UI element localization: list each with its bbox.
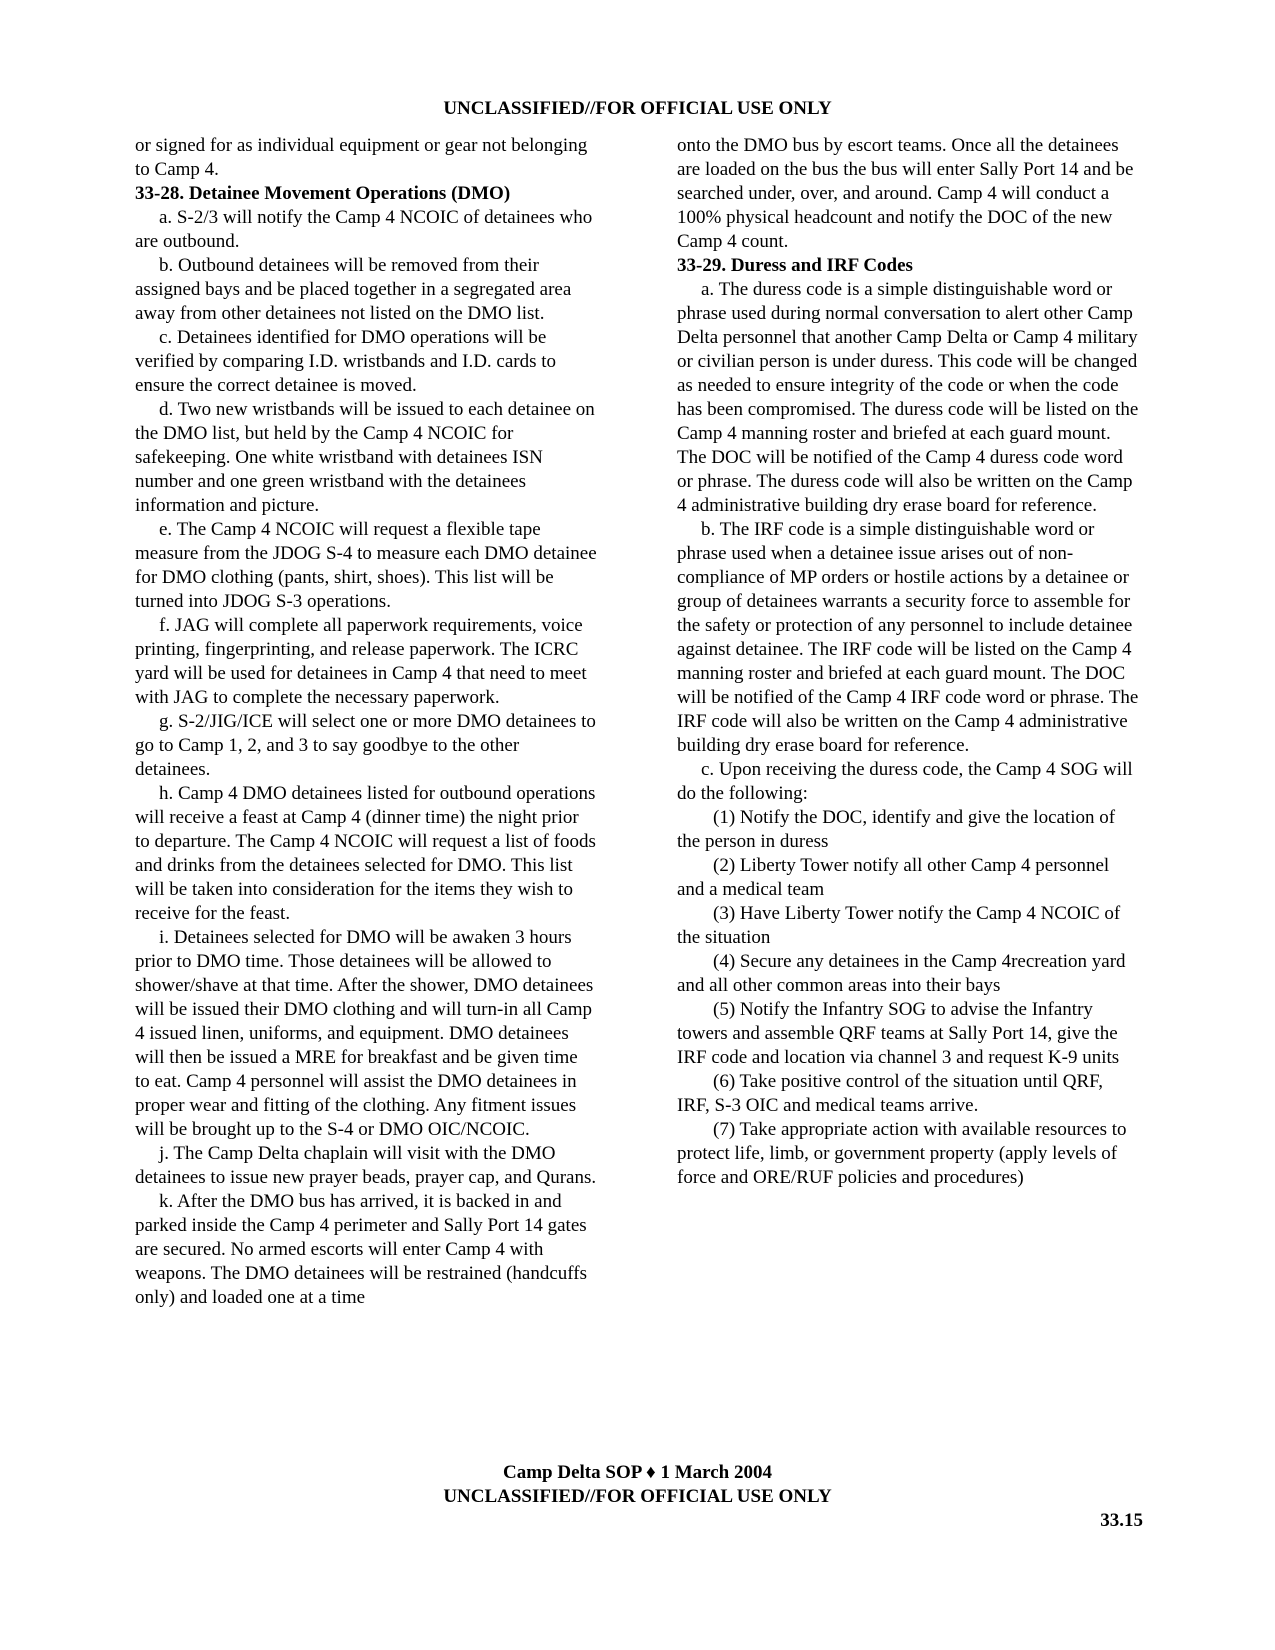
list-item-2: (2) Liberty Tower notify all other Camp 4 personnel and a medical team xyxy=(677,855,1110,900)
paragraph-e: e. The Camp 4 NCOIC will request a flexible tape measure from the JDOG S-4 to measure each DMO detainee for DMO clothing (pants, shirt, shoes). This list will be turned into JDOG S-3 operations. xyxy=(135,519,597,612)
header-classification: UNCLASSIFIED//FOR OFFICIAL USE ONLY xyxy=(443,98,832,119)
footer-classification: UNCLASSIFIED//FOR OFFICIAL USE ONLY xyxy=(443,1486,832,1507)
section-heading-33-29: 33-29. Duress and IRF Codes xyxy=(677,255,913,276)
list-item-1: (1) Notify the DOC, identify and give the location of the person in duress xyxy=(677,807,1116,852)
paragraph-a: a. The duress code is a simple distinguishable word or phrase used during normal conversation to alert other Camp Delta personnel that another Camp Delta or Camp 4 military or civilian person is under duress. This code will be changed as needed to ensure integrity of the code or when the code has been compromised. The duress code will be listed on the Camp 4 manning roster and briefed at each guard mount. The DOC will be notified of the Camp 4 duress code word or phrase. The duress code will also be written on the Camp 4 administrative building dry erase board for reference. xyxy=(677,279,1139,516)
paragraph-b: b. The IRF code is a simple distinguishable word or phrase used when a detainee issue arises out of non-compliance of MP orders or hostile actions by a detainee or group of detainees warrants a security force to assemble for the safety or protection of any personnel to include detainee against detainee. The IRF code will be listed on the Camp 4 manning roster and briefed at each guard mount. The DOC will be notified of the Camp 4 IRF code word or phrase. The IRF code will also be written on the Camp 4 administrative building dry erase board for reference. xyxy=(677,519,1139,756)
footer xyxy=(0,1461,1275,1509)
list-item-3: (3) Have Liberty Tower notify the Camp 4 NCOIC of the situation xyxy=(677,903,1121,948)
paragraph-a: a. S-2/3 will notify the Camp 4 NCOIC of detainees who are outbound. xyxy=(135,207,593,252)
paragraph-g: g. S-2/JIG/ICE will select one or more DMO detainees to go to Camp 1, 2, and 3 to say goodbye to the other detainees. xyxy=(135,711,596,780)
paragraph-j: j. The Camp Delta chaplain will visit with the DMO detainees to issue new prayer beads, prayer cap, and Qurans. xyxy=(135,1143,597,1188)
paragraph-f: f. JAG will complete all paperwork requirements, voice printing, fingerprinting, and release paperwork. The ICRC yard will be used for detainees in Camp 4 that need to meet with JAG to complete the necessary paperwork. xyxy=(135,615,587,708)
footer-document-title: Camp Delta SOP ♦ 1 March 2004 xyxy=(503,1462,772,1483)
list-item-6: (6) Take positive control of the situation until QRF, IRF, S-3 OIC and medical teams arrive. xyxy=(677,1071,1103,1116)
section-heading-33-28: 33-28. Detainee Movement Operations (DMO) xyxy=(135,183,511,204)
paragraph-k: k. After the DMO bus has arrived, it is backed in and parked inside the Camp 4 perimeter and Sally Port 14 gates are secured. No armed escorts will enter Camp 4 with weapons. The DMO detainees will be restrained (handcuffs only) and loaded one at a time xyxy=(135,1191,587,1308)
continued-paragraph: or signed for as individual equipment or gear not belonging to Camp 4. xyxy=(135,135,588,180)
left-column xyxy=(135,134,597,1310)
paragraph-c: c. Upon receiving the duress code, the Camp 4 SOG will do the following: xyxy=(677,759,1133,804)
paragraph-i: i. Detainees selected for DMO will be awaken 3 hours prior to DMO time. Those detainees will be allowed to shower/shave at that time. After the shower, DMO detainees will be issued their DMO clothing and will turn-in all Camp 4 issued linen, uniforms, and equipment. DMO detainees will then be issued a MRE for breakfast and be given time to eat. Camp 4 personnel will assist the DMO detainees in proper wear and fitting of the clothing. Any fitment issues will be brought up to the S-4 or DMO OIC/NCOIC. xyxy=(135,927,594,1140)
continued-paragraph: onto the DMO bus by escort teams. Once all the detainees are loaded on the bus the bus will enter Sally Port 14 and be searched under, over, and around. Camp 4 will conduct a 100% physical headcount and notify the DOC of the new Camp 4 count. xyxy=(677,135,1134,252)
paragraph-d: d. Two new wristbands will be issued to each detainee on the DMO list, but held by the Camp 4 NCOIC for safekeeping. One white wristband with detainees ISN number and one green wristband with the detainees information and picture. xyxy=(135,399,595,516)
paragraph-c: c. Detainees identified for DMO operations will be verified by comparing I.D. wristbands and I.D. cards to ensure the correct detainee is moved. xyxy=(135,327,557,396)
list-item-7: (7) Take appropriate action with available resources to protect life, limb, or government property (apply levels of force and ORE/RUF policies and procedures) xyxy=(677,1119,1127,1188)
right-column xyxy=(677,134,1139,1190)
list-item-4: (4) Secure any detainees in the Camp 4recreation yard and all other common areas into their bays xyxy=(677,951,1126,996)
paragraph-h: h. Camp 4 DMO detainees listed for outbound operations will receive a feast at Camp 4 (dinner time) the night prior to departure. The Camp 4 NCOIC will request a list of foods and drinks from the detainees selected for DMO. This list will be taken into consideration for the items they wish to receive for the feast. xyxy=(135,783,596,924)
paragraph-b: b. Outbound detainees will be removed from their assigned bays and be placed together in a segregated area away from other detainees not listed on the DMO list. xyxy=(135,255,572,324)
list-item-5: (5) Notify the Infantry SOG to advise the Infantry towers and assemble QRF teams at Sally Port 14, give the IRF code and location via channel 3 and request K-9 units xyxy=(677,999,1120,1068)
page-number: 33.15 xyxy=(1100,1510,1143,1531)
